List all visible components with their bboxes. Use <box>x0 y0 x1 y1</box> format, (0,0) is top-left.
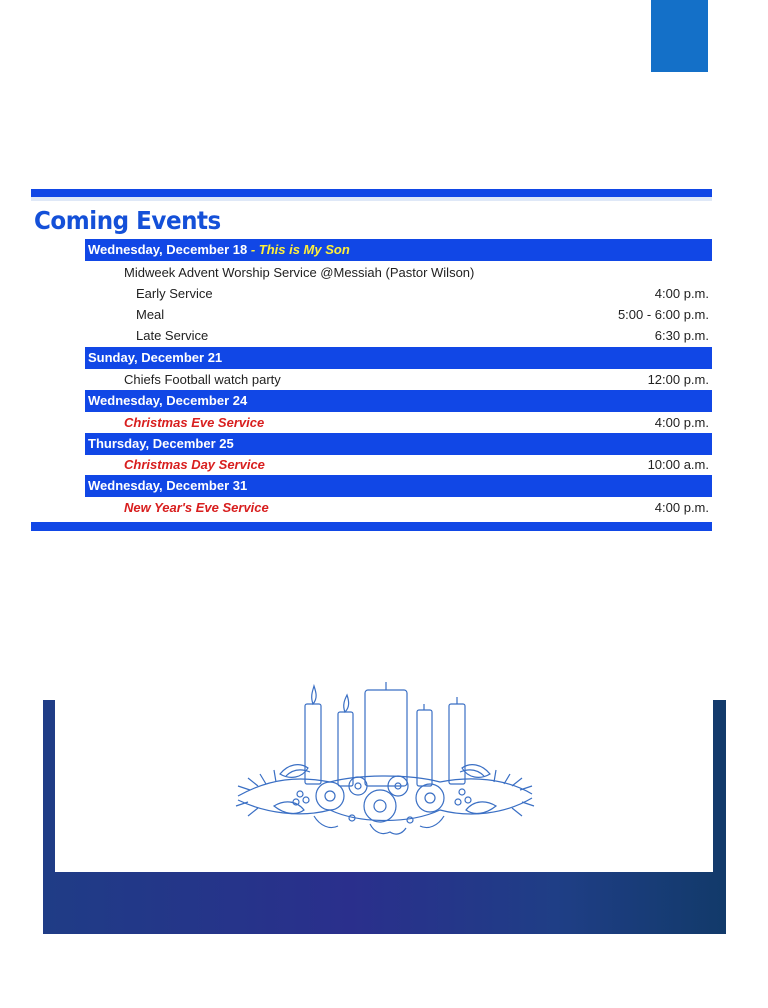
event-label: Christmas Day Service <box>124 457 265 472</box>
event-row <box>85 305 709 325</box>
event-label: Late Service <box>136 328 209 343</box>
event-time: 4:00 p.m. <box>654 286 709 301</box>
event-row <box>85 498 709 518</box>
event-date: Wednesday, December 24 <box>88 393 248 408</box>
event-row <box>85 455 709 475</box>
event-label: Early Service <box>136 286 213 301</box>
event-row <box>85 370 709 390</box>
event-time: 4:00 p.m. <box>654 415 709 430</box>
event-row <box>85 413 709 433</box>
event-label: Chiefs Football watch party <box>124 372 281 387</box>
event-time: 12:00 p.m. <box>647 372 709 387</box>
event-row <box>85 284 709 304</box>
event-date-band <box>85 390 712 412</box>
advent-wreath-icon <box>230 678 540 858</box>
event-subtitle: - This is My Son <box>247 242 350 257</box>
event-date-band <box>85 347 712 369</box>
event-date-band <box>85 239 712 261</box>
event-date-band <box>85 433 712 455</box>
bottom-rule <box>31 522 712 531</box>
top-rule <box>31 189 712 197</box>
corner-tab <box>651 0 708 72</box>
event-date-band <box>85 475 712 497</box>
event-label: Meal <box>136 307 165 322</box>
event-time: 4:00 p.m. <box>654 500 709 515</box>
event-row <box>85 326 709 346</box>
event-row <box>85 263 709 283</box>
event-time: 10:00 a.m. <box>647 457 709 472</box>
event-date: Wednesday, December 18 <box>88 242 248 257</box>
top-rule-shadow <box>31 197 712 201</box>
event-time: 6:30 p.m. <box>654 328 709 343</box>
event-label: Midweek Advent Worship Service @Messiah (Pastor Wilson) <box>124 265 475 280</box>
event-label: New Year's Eve Service <box>124 500 269 515</box>
event-date: Thursday, December 25 <box>88 436 234 451</box>
event-date: Wednesday, December 31 <box>88 478 248 493</box>
event-time: 5:00 - 6:00 p.m. <box>617 307 709 322</box>
event-label: Christmas Eve Service <box>124 415 265 430</box>
section-title: Coming Events <box>34 206 221 235</box>
event-date: Sunday, December 21 <box>88 350 223 365</box>
